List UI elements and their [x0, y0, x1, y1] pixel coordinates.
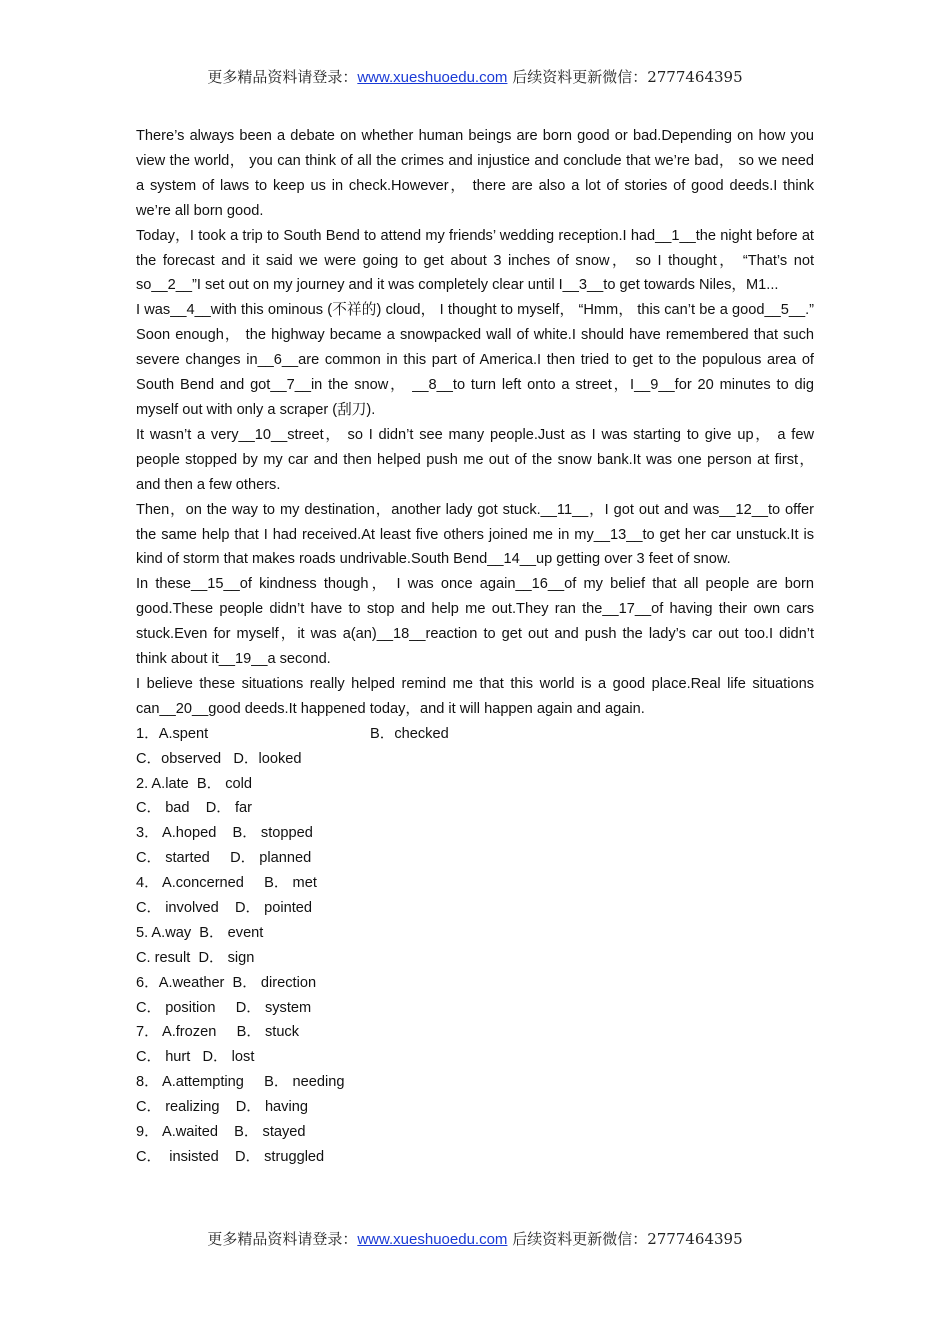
option-text: 3． A.hoped B． stopped: [136, 825, 313, 842]
option-row: [136, 796, 814, 821]
option-row: [136, 1145, 814, 1170]
passage-paragraph: Then，on the way to my destination，another lady got stuck.__11__，I got out and was__12__to offer the same help that I had received.At least five others joined me in my__13__to get her car unstuck.It is kind of storm that makes roads undrivable.South Bend__14__up getting over 3 feet of snow.: [136, 501, 814, 568]
document-body: [136, 124, 814, 1170]
header-prefix: 更多精品资料请登录：: [207, 68, 358, 86]
option-text: C． realizing D． having: [136, 1099, 308, 1116]
option-text: 1．A.spent: [136, 725, 209, 742]
footer-link[interactable]: www.xueshuoedu.com: [357, 1231, 508, 1248]
option-row: [136, 971, 814, 996]
option-text: C．observed D．looked: [136, 750, 302, 767]
option-text: 5. A.way B． event: [136, 924, 264, 941]
header-suffix: 后续资料更新微信：2777464395: [507, 68, 743, 86]
page-header: [0, 66, 950, 87]
option-row: [136, 722, 814, 747]
option-text: C． hurt D． lost: [136, 1049, 255, 1066]
option-row: [136, 846, 814, 871]
option-text: 7． A.frozen B． stuck: [136, 1024, 300, 1041]
option-row: [136, 1095, 814, 1120]
page-footer: [0, 1228, 950, 1249]
footer-prefix: 更多精品资料请登录：: [207, 1230, 358, 1248]
option-text: C． insisted D． struggled: [136, 1148, 325, 1165]
option-row: [136, 772, 814, 797]
option-text: 6．A.weather B． direction: [136, 974, 317, 991]
option-text: C． involved D． pointed: [136, 899, 313, 916]
option-row: [136, 871, 814, 896]
option-row: [136, 996, 814, 1021]
option-text: C． position D． system: [136, 999, 312, 1016]
option-text: 4． A.concerned B． met: [136, 875, 317, 892]
passage-paragraph: I was__4__with this ominous (不祥的) cloud， I thought to myself， “Hmm， this can’t be a good__5__.” Soon enough， the highway became a snowpacked wall of white.I should have remembered that such severe changes in__6__are common in this part of America.I then tried to get to the populous area of South Bend and got__7__in the snow， __8__to turn left onto a street，I__9__for 20 minutes to dig myself out with only a scraper (刮刀).: [136, 302, 814, 418]
option-row: [136, 946, 814, 971]
footer-suffix: 后续资料更新微信：2777464395: [507, 1230, 743, 1248]
option-text: C． started D． planned: [136, 850, 312, 867]
option-row: [136, 921, 814, 946]
option-row: [136, 1045, 814, 1070]
passage-paragraph: There’s always been a debate on whether human beings are born good or bad.Depending on how you view the world， you can think of all the crimes and injustice and conclude that we’re bad， so we need a system of laws to keep us in check.However， there are also a lot of stories of good deeds.I think we’re all born good.: [136, 128, 814, 219]
option-row: [136, 1120, 814, 1145]
option-text: 8． A.attempting B． needing: [136, 1074, 345, 1091]
option-row: [136, 821, 814, 846]
answer-options: [136, 722, 814, 1170]
option-row: [136, 1020, 814, 1045]
option-text: C. result D． sign: [136, 949, 255, 966]
passage-paragraph: Today，I took a trip to South Bend to attend my friends’ wedding reception.I had__1__the night before at the forecast and it said we were going to get about 3 inches of snow， so I thought， “That’s not so__2__”I set out on my journey and it was completely clear until I__3__to get towards Niles，M1...: [136, 227, 814, 294]
option-text: B．checked: [370, 725, 449, 742]
passage-paragraph: I believe these situations really helped remind me that this world is a good place.Real life situations can__20__good deeds.It happened today，and it will happen again and again.: [136, 675, 814, 717]
header-link[interactable]: www.xueshuoedu.com: [357, 69, 508, 86]
option-row: [136, 896, 814, 921]
option-text: 9． A.waited B． stayed: [136, 1124, 306, 1140]
option-text: 2. A.late B． cold: [136, 775, 253, 792]
option-text: C． bad D． far: [136, 800, 252, 817]
option-row: [136, 1070, 814, 1095]
option-row: [136, 747, 814, 772]
passage-paragraph: It wasn’t a very__10__street， so I didn’t see many people.Just as I was starting to give up， a few people stopped by my car and then helped push me out of the snow bank.It was one person at first， and then a few others.: [136, 426, 814, 493]
passage-paragraph: In these__15__of kindness though， I was once again__16__of my belief that all people are born good.These people didn’t have to stop and help me out.They ran the__17__of having their own cars stuck.Even for myself，it was a(an)__18__reaction to get out and push the lady’s car out too.I didn’t think about it__19__a second.: [136, 576, 814, 668]
